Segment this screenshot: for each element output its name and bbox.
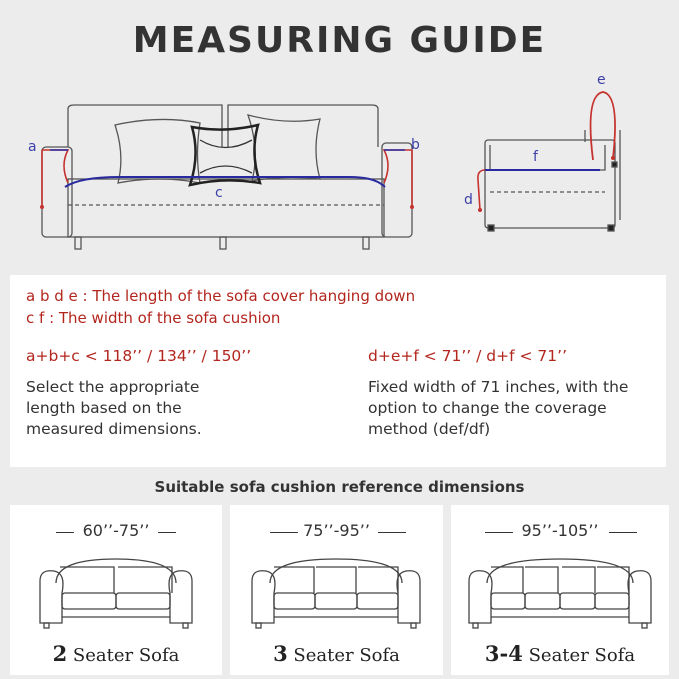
left-description — [26, 377, 202, 440]
dimension-range: 75’’-95’’ — [303, 521, 370, 540]
sofa-2-seater-icon — [10, 553, 222, 633]
seat-number: 2 — [52, 641, 68, 666]
left-formula: a+b+c < 118’’ / 134’’ / 150’’ — [26, 347, 252, 365]
left-desc-line: measured dimensions. — [26, 420, 202, 438]
right-desc-line: Fixed width of 71 inches, with the — [368, 378, 629, 396]
seat-number: 3-4 — [484, 641, 523, 666]
label-b: b — [411, 137, 420, 153]
seat-text: Seater Sofa — [528, 645, 636, 666]
dim-line-right — [378, 532, 406, 533]
right-desc-line: option to change the coverage — [368, 399, 607, 417]
left-desc-line: Select the appropriate — [26, 378, 200, 396]
seat-text: Seater Sofa — [72, 645, 180, 666]
page-title: MEASURING GUIDE — [132, 20, 547, 61]
info-line-abde: a b d e : The length of the sofa cover hanging down — [26, 287, 416, 305]
label-e: e — [597, 72, 606, 88]
right-description — [368, 377, 628, 440]
label-d: d — [464, 192, 473, 208]
dimension-range: 95’’-105’’ — [521, 521, 599, 540]
seat-number: 3 — [273, 641, 288, 666]
sofa-3-seater-icon — [230, 553, 443, 633]
section-title: Suitable sofa cushion reference dimensions — [154, 478, 525, 496]
dimension-range: 60’’-75’’ — [82, 521, 150, 540]
right-desc-line: method (def/df) — [368, 420, 491, 438]
front-sofa-diagram — [20, 95, 440, 260]
label-f: f — [533, 149, 538, 165]
seat-label — [10, 641, 222, 666]
sofa-card-3-seater — [230, 505, 443, 675]
dim-line-right — [158, 532, 176, 533]
sofa-3-4-seater-icon — [451, 553, 669, 633]
seat-label — [451, 641, 669, 666]
seat-label — [230, 641, 443, 666]
left-desc-line: length based on the — [26, 399, 182, 417]
sofa-card-2-seater — [10, 505, 222, 675]
label-c: c — [215, 185, 223, 201]
seat-text: Seater Sofa — [293, 645, 400, 666]
info-line-cf: c f : The width of the sofa cushion — [26, 309, 281, 327]
info-panel — [10, 275, 666, 467]
right-formula: d+e+f < 71’’ / d+f < 71’’ — [368, 347, 568, 365]
sofa-card-3-4-seater — [451, 505, 669, 675]
side-sofa-diagram — [455, 70, 645, 250]
label-a: a — [28, 139, 37, 155]
dim-line-right — [609, 532, 637, 533]
